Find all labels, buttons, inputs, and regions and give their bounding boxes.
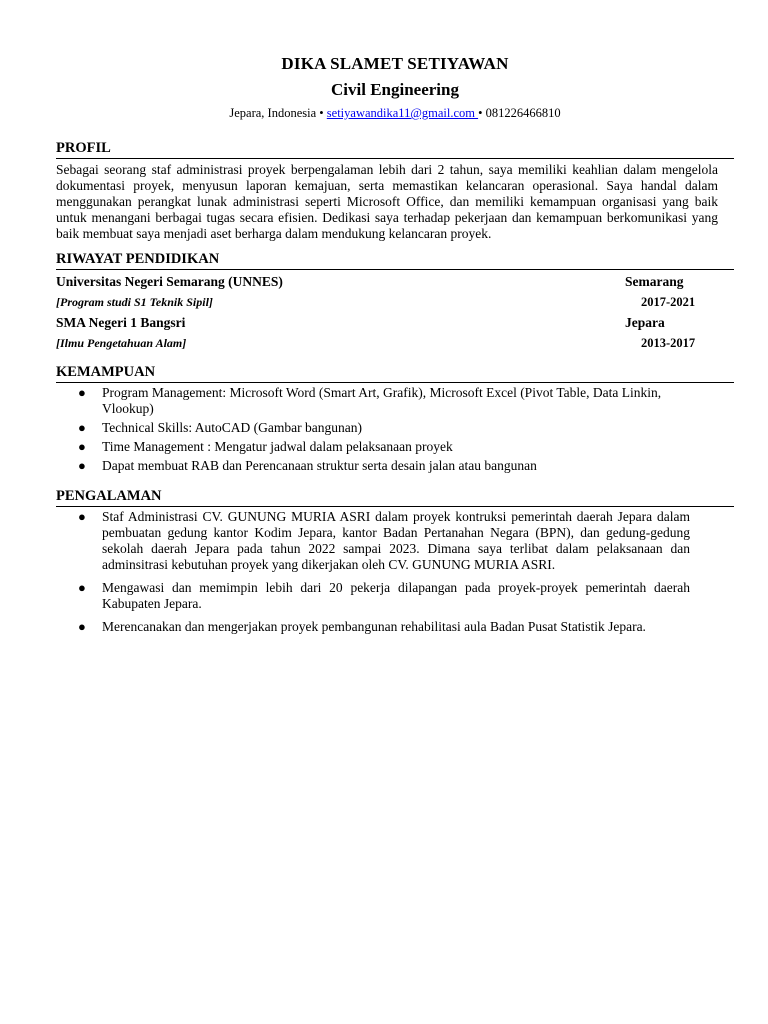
education-school: Universitas Negeri Semarang (UNNES)	[56, 274, 283, 289]
skill-text: Dapat membuat RAB dan Perencanaan struktur serta desain jalan atau bangunan	[102, 458, 537, 473]
contact-line	[56, 104, 734, 122]
resume-page	[56, 52, 734, 642]
list-item	[56, 439, 690, 455]
bullet-icon: ●	[78, 439, 86, 454]
section-title-profil: PROFIL	[56, 139, 734, 159]
section-title-skills: KEMAMPUAN	[56, 363, 734, 383]
education-city: Jepara	[625, 315, 665, 330]
list-item	[56, 619, 690, 635]
bullet-icon: ●	[78, 420, 86, 435]
section-title-education: RIWAYAT PENDIDIKAN	[56, 250, 734, 270]
contact-phone: 081226466810	[485, 106, 561, 120]
education-entry-header	[56, 313, 734, 333]
bullet-icon: ●	[78, 509, 86, 524]
education-program: [Ilmu Pengetahuan Alam]	[56, 336, 187, 350]
profil-paragraph: Sebagai seorang staf administrasi proyek berpengalaman lebih dari 2 tahun, saya memiliki keahlian dalam mengelola dokumentasi proyek, menyusun laporan kemajuan, serta memastikan kelancaran operasional. Saya handal dalam menggunakan perangkat lunak administrasi seperti Microsoft Office, dan memiliki kemampuan organisasi yang baik untuk menangani berbagai tugas secara efisien. Dedikasi saya terhadap pekerjaan dan kemampuan berkomunikasi yang baik membuat saya menjadi aset berharga dalam mendukung kelancaran proyek.	[56, 162, 718, 241]
section-title-experience: PENGALAMAN	[56, 487, 734, 507]
list-item	[56, 580, 690, 612]
education-program: [Program studi S1 Teknik Sipil]	[56, 295, 213, 309]
education-entry-detail	[56, 292, 734, 312]
education-city: Semarang	[625, 274, 684, 289]
bullet-icon: ●	[78, 385, 86, 400]
bullet-icon: ●	[78, 580, 86, 595]
contact-separator: •	[316, 106, 327, 120]
contact-separator: •	[478, 106, 486, 120]
bullet-icon: ●	[78, 619, 86, 634]
education-years: 2013-2017	[641, 336, 696, 350]
candidate-name: DIKA SLAMET SETIYAWAN	[281, 54, 509, 73]
experience-list	[56, 509, 734, 635]
experience-text: Staf Administrasi CV. GUNUNG MURIA ASRI dalam proyek kontruksi pemerintah daerah Jepara dalam pembuatan gedung kantor Kodim Jepara, kantor Badan Pertanahan Negara (BPN), dan gedung-gedung sekolah daerah Jepara pada tahun 2022 sampai 2023. Dimana saya terlibat dalam pelaksanaan dan adminsitrasi kebutuhan proyek yang dikerjakan oleh CV. GUNUNG MURIA ASRI.	[102, 509, 690, 572]
contact-location: Jepara, Indonesia	[229, 106, 317, 120]
skill-text: Program Management: Microsoft Word (Smart Art, Grafik), Microsoft Excel (Pivot Table, Data Linkin, Vlookup)	[102, 385, 662, 416]
list-item	[56, 385, 690, 417]
skill-text: Technical Skills: AutoCAD (Gambar bangunan)	[102, 420, 363, 435]
education-school: SMA Negeri 1 Bangsri	[56, 315, 186, 330]
experience-text: Merencanakan dan mengerjakan proyek pembangunan rehabilitasi aula Badan Pusat Statistik Jepara.	[102, 619, 646, 634]
education-entry-header	[56, 272, 734, 292]
education-entry-detail	[56, 333, 734, 353]
skills-list	[56, 385, 734, 474]
candidate-role: Civil Engineering	[331, 80, 459, 99]
list-item	[56, 458, 690, 474]
education-years: 2017-2021	[641, 295, 696, 309]
skill-text: Time Management : Mengatur jadwal dalam pelaksanaan proyek	[102, 439, 453, 454]
list-item	[56, 509, 690, 573]
list-item	[56, 420, 690, 436]
contact-email-link[interactable]: setiyawandika11@gmail.com	[326, 106, 479, 120]
bullet-icon: ●	[78, 458, 86, 473]
experience-text: Mengawasi dan memimpin lebih dari 20 pekerja dilapangan pada proyek-proyek pemerintah daerah Kabupaten Jepara.	[102, 580, 690, 611]
